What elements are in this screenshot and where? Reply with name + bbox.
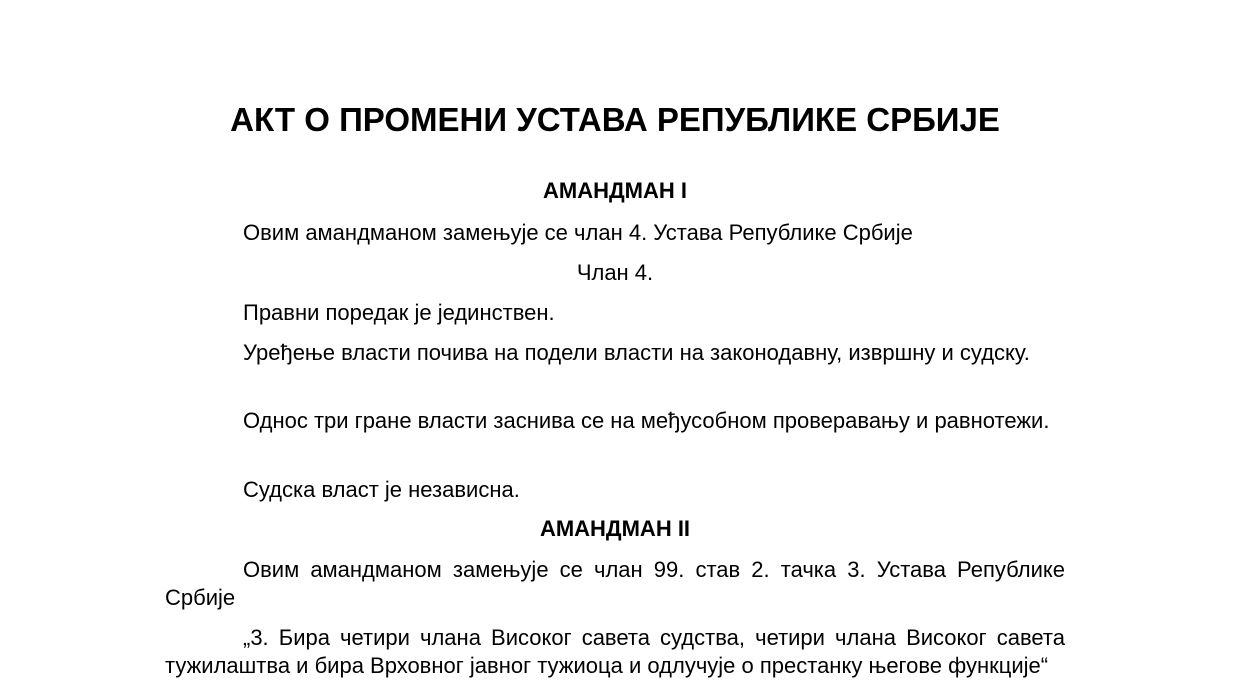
article-4-paragraph-3: Однос три гране власти заснива се на међусобном проверавању и равнотежи.	[243, 408, 1050, 433]
amendment-2-paragraph-1: „3. Бира четири члана Високог савета судства, четири члана Високог савета тужилаштва и бира Врховног јавног тужиоца и одлучује о престанку његове функције“	[165, 625, 1065, 678]
article-4-paragraph-2: Уређење власти почива на подели власти на законодавну, извршну и судску.	[243, 340, 1030, 365]
amendment-1-intro: Овим амандманом замењује се члан 4. Устава Републике Србије	[243, 220, 913, 245]
amendment-1-heading: АМАНДМАН I	[543, 178, 687, 203]
amendment-2-intro: Овим амандманом замењује се члан 99. став 2. тачка 3. Устава Републике Србије	[165, 557, 1065, 610]
document-title: АКТ О ПРОМЕНИ УСТАВА РЕПУБЛИКЕ СРБИЈЕ	[230, 101, 1000, 138]
amendment-2-heading: АМАНДМАН II	[539, 516, 691, 541]
article-4-paragraph-4: Судска власт је независна.	[243, 477, 520, 502]
article-4-label: Члан 4.	[576, 260, 654, 285]
article-4-paragraph-1: Правни поредак је јединствен.	[243, 300, 555, 325]
